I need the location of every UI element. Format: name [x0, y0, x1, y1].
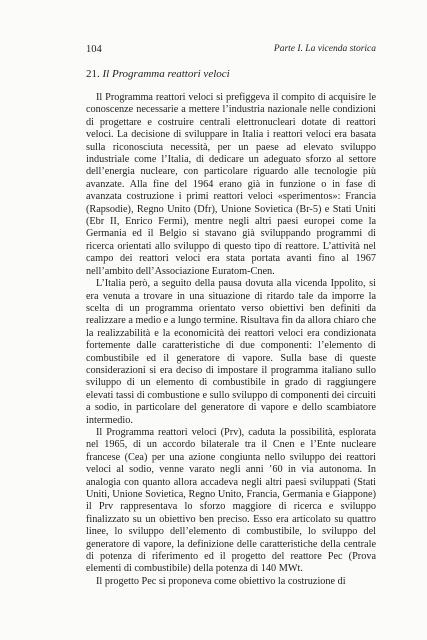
section-number: 21. [86, 68, 100, 80]
paragraph: Il progetto Pec si proponeva come obiettivo la costruzione di [96, 575, 346, 587]
paragraph: Il Programma reattori veloci (Prv), caduta la possibilità, esplorata nel 1965, di un accordo bilaterale tra il Cnen e l’Ente nucleare francese (Cea) per una azione congiunta nello sviluppo dei reattori veloci al sodio, venne varato negli anni ’60 in via autonoma. In analogia con quanto allora accadeva negli altri paesi sviluppati (Stati Uniti, Unione Sovietica, Regno Unito, Francia, Germania e Giappone) il Prv rappresentava lo sforzo maggiore di ricerca e sviluppo finalizzato su un obiettivo ben preciso. Esso era articolato su quattro linee, lo sviluppo dell’elemento di combustibile, lo sviluppo del generatore di vapore, la definizione delle caratteristiche della centrale di potenza di riferimento ed il progetto del reattore Pec (Prova elementi di combustibile) della potenza di 140 MWt. [86, 426, 376, 575]
section-heading [86, 68, 230, 80]
running-head [86, 44, 376, 58]
body-text [86, 92, 376, 588]
running-title: Parte I. La vicenda storica [273, 44, 376, 54]
paragraph: Il Programma reattori veloci si prefiggeva il compito di acquisire le conoscenze necessarie a mettere l’industria nazionale nelle condizioni di progettare e costruire centrali elettronucleari dotate di reattori veloci. La decisione di sviluppare in Italia i reattori veloci era basata sulla riconosciuta necessità, per un paese ad elevato sviluppo industriale come l’Italia, di dedicare un adeguato sforzo al settore dell’energia nucleare, con particolare riguardo alle tecnologie più avanzate. Alla fine del 1964 erano già in funzione o in fase di avanzata costruzione i primi reattori veloci «sperimentos»: Francia (Rapsodie), Regno Unito (Dfr), Unione Sovietica (Br-5) e Stati Uniti (Ebr II, Enrico Fermi), mentre negli altri paesi europei come la Germania ed il Belgio si stavano già sviluppando programmi di ricerca orientati allo sviluppo di questo tipo di reattore. L’attività nel campo dei reattori veloci era stata portata avanti fino al 1967 nell’ambito dell’Associazione Euratom-Cnen. [86, 92, 376, 277]
paragraph: L’Italia però, a seguito della pausa dovuta alla vicenda Ippolito, si era venuta a trovare in una situazione di ritardo tale da imporre la scelta di un programma orientato verso obiettivi ben definiti da realizzare a medio e a lungo termine. Risultava fin da allora chiaro che la realizzabilità e la economicità dei reattori veloci era condizionata fortemente dalle caratteristiche di due componenti: l’elemento di combustibile ed il generatore di vapore. Sulla base di queste considerazioni si era deciso di impostare il programma italiano sullo sviluppo di un elemento di combustibile in grado di raggiungere elevati tassi di combustione e sullo sviluppo di componenti dei circuiti a sodio, in particolare del generatore di vapore e dello scambiatore intermedio. [86, 278, 376, 426]
section-title: Il Programma reattori veloci [102, 68, 230, 80]
page-number: 104 [86, 44, 102, 55]
